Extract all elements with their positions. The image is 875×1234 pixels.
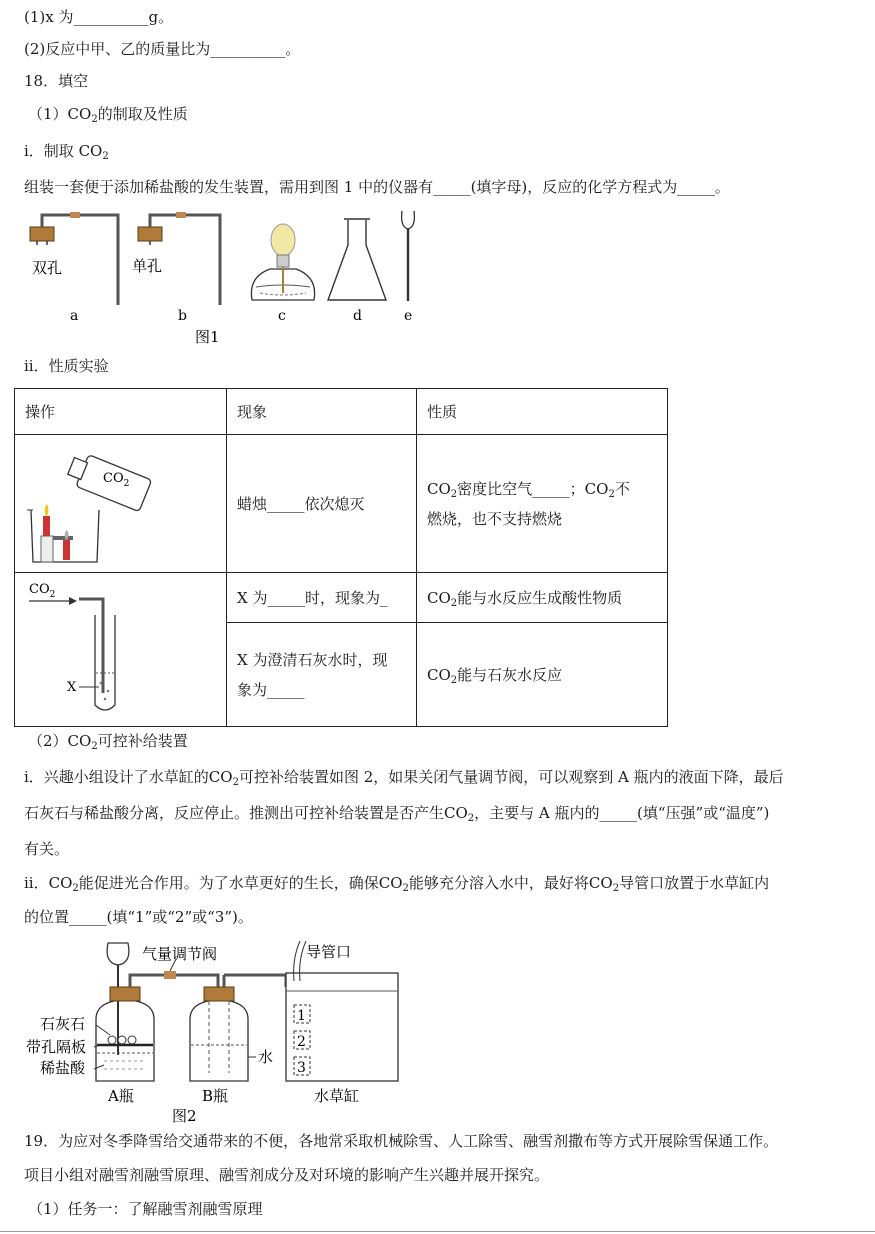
part2-paragraph-line2: 石灰石与稀盐酸分离，反应停止。推测出可控补给装置是否产生$CO_2$，主要与 A 瓶内的_____(填“压强”或“温度”) [24,804,770,824]
co2-into-tube-diagram [19,573,179,723]
page-bottom-divider [0,1231,875,1232]
header-operation: 操作 [15,389,227,435]
question-1-line: (1)x 为__________g。 [24,8,174,26]
header-property: 性质 [417,389,668,435]
single-hole-label: 单孔 [132,257,163,275]
letter-a: a [70,308,79,324]
i-heading: i．制取 $CO_2$ [24,142,109,162]
tank-label: 水草缸 [314,1087,360,1105]
row2-property: $CO_2$能与水反应生成酸性物质 [417,573,668,623]
bottle-a-label: A瓶 [108,1087,134,1105]
operation-pour-cell [15,435,227,573]
letter-e: e [404,308,413,324]
question-18-heading: 18．填空 [24,72,89,90]
pour-co2-diagram [19,440,179,568]
figure-2-caption: 图2 [172,1107,197,1125]
water-label: 水 [258,1048,274,1066]
part1-heading: $(1)CO_2$的制取及性质 [28,105,188,125]
row2-phenomenon: X 为_____时，现象为_ [227,573,417,623]
assemble-question: 组装一套便于添加稀盐酸的发生装置，需用到图 1 中的仪器有_____(填字母)，反应的化学方程式为_____。 [24,178,730,196]
letter-b: b [178,308,187,324]
row3-phenomenon: X 为澄清石灰水时，现 象为_____ [227,623,417,727]
valve-label: 气量调节阀 [142,945,218,963]
part2-heading: $(2)CO_2$可控补给装置 [28,732,188,752]
bottle-b-label: B瓶 [202,1087,229,1105]
position-2-label: 2 [297,1034,306,1050]
question-19-line2: 项目小组对融雪剂融雪原理、融雪剂成分及对环境的影响产生兴趣并展开探究。 [24,1166,550,1184]
position-3-label: 3 [297,1060,306,1076]
header-phenomenon: 现象 [227,389,417,435]
task-1-heading: （1）任务一：了解融雪剂融雪原理 [28,1200,263,1218]
tube-mouth-label: 导管口 [306,943,352,961]
position-1-label: 1 [297,1008,306,1024]
figure-1-caption: 图1 [195,328,220,346]
double-hole-label: 双孔 [32,259,63,277]
row1-phenomenon: 蜡烛_____依次熄灭 [227,435,417,573]
part2-paragraph-line1: i．兴趣小组设计了水草缸的$CO_2$可控补给装置如图 2，如果关闭气量调节阀，可以观察到 A 瓶内的液面下降，最后 [24,768,784,788]
letter-d: d [353,308,362,324]
co2-gas-label: $CO_2$ [29,582,56,600]
question-19-line1: 19．为应对冬季降雪给交通带来的不便，各地常采取机械除雪、人工除雪、融雪剂撒布等方式开展除雪保通工作。 [24,1132,779,1150]
x-label: X [67,680,77,695]
property-table [14,388,668,727]
limestone-label: 石灰石 [40,1015,86,1033]
part2-ii-line1: ii．$CO_2$能促进光合作用。为了水草更好的生长，确保$CO_2$能够充分溶入水中，最好将$CO_2$导管口放置于水草缸内 [24,874,770,894]
long-neck-funnel-icon [402,211,415,301]
alcohol-lamp-icon [251,224,314,300]
ii-heading: ii．性质实验 [24,357,109,375]
acid-label: 稀盐酸 [40,1059,86,1077]
co2-bottle-label: $CO_2$ [103,470,130,489]
figure-1 [20,205,440,350]
conical-flask-icon [328,219,386,300]
figure-2 [24,935,404,1125]
part2-ii-line2: 的位置_____(填“1”或“2”或“3”)。 [24,908,253,926]
part2-paragraph-line3: 有关。 [24,840,70,858]
letter-c: c [278,308,286,324]
row1-property: $CO_2$密度比空气_____；$CO_2$不 燃烧，也不支持燃烧 [417,435,668,573]
plate-label: 带孔隔板 [26,1038,87,1056]
operation-tube-cell [15,573,227,727]
question-2-line: (2)反应中甲、乙的质量比为__________。 [24,40,301,58]
row3-property: $CO_2$能与石灰水反应 [417,623,668,727]
